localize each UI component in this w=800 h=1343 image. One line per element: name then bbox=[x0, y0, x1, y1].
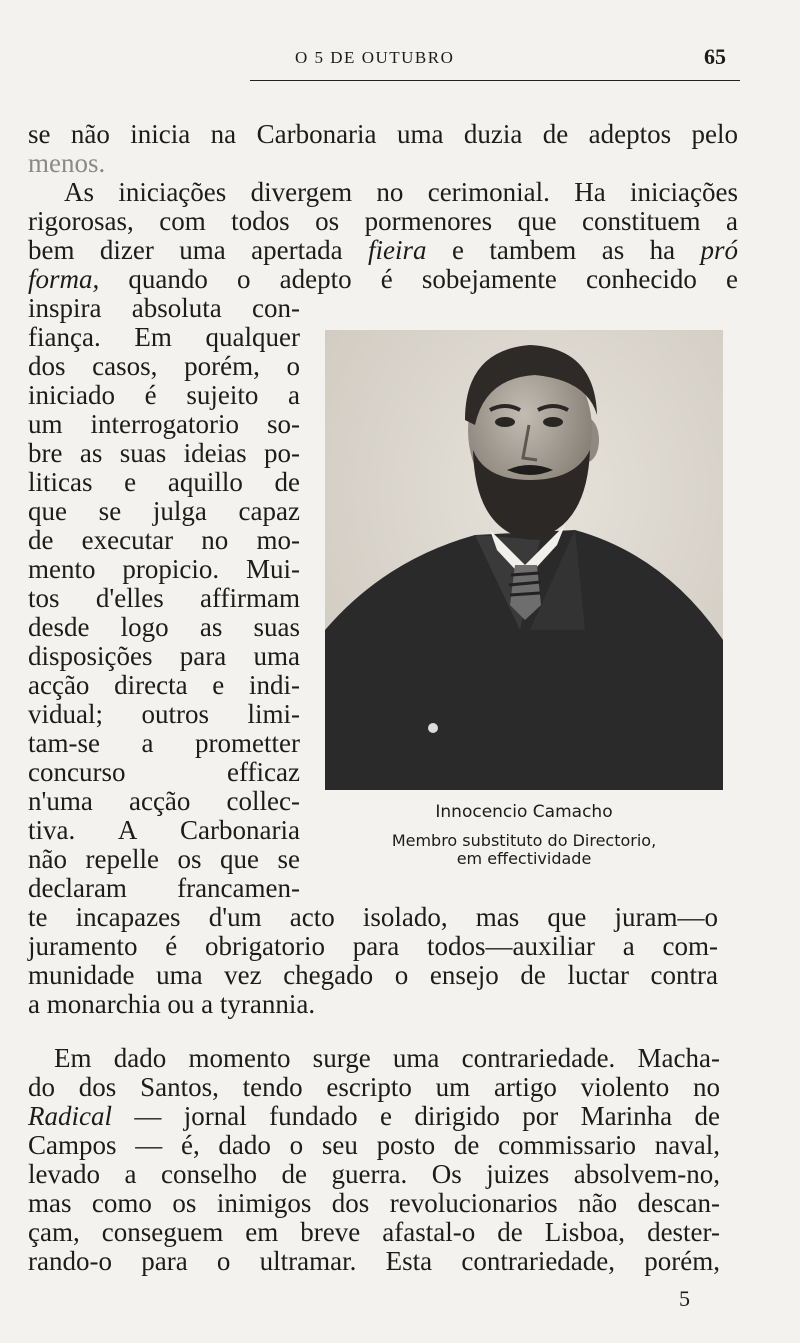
text-line: munidade uma vez chegado o ensejo de luctar contra bbox=[28, 960, 718, 990]
column-line: bre as suas ideias po- bbox=[28, 438, 300, 468]
text-line: rigorosas, com todos os pormenores que constituem a bbox=[28, 206, 738, 236]
page-number: 65 bbox=[704, 44, 726, 69]
column-line: mento propicio. Mui- bbox=[28, 554, 300, 584]
text-fragment: quando o adepto é sobejamente conhecido e bbox=[128, 264, 739, 294]
column-line: disposições para uma bbox=[28, 641, 300, 671]
italic-word: fieira bbox=[368, 235, 427, 265]
photo-caption-role-line: em effectividade bbox=[456, 849, 592, 868]
text-line: çam, conseguem em breve afastal-o de Lisboa, dester- bbox=[28, 1217, 720, 1247]
italic-word: forma, bbox=[28, 264, 100, 294]
column-line: vidual; outros limi- bbox=[28, 699, 300, 729]
column-line: um interrogatorio so- bbox=[28, 409, 300, 439]
text-line: se não inicia na Carbonaria uma duzia de adeptos pelo bbox=[28, 119, 738, 149]
text-line: levado a conselho de guerra. Os juizes absolvem-no, bbox=[28, 1159, 720, 1189]
column-line: não repelle os que se bbox=[28, 844, 300, 874]
italic-word: pró bbox=[700, 235, 739, 265]
column-line: que se julga capaz bbox=[28, 496, 300, 526]
column-line: declaram francamen- bbox=[28, 873, 300, 903]
text-line: a monarchia ou a tyrannia. bbox=[28, 989, 316, 1019]
text-line: mas como os inimigos dos revolucionarios não descan- bbox=[28, 1188, 720, 1218]
column-line: inspira absoluta con- bbox=[28, 293, 300, 323]
column-line: acção directa e indi- bbox=[28, 670, 300, 700]
text-line: Campos — é, dado o seu posto de commissario naval, bbox=[28, 1130, 720, 1160]
signature-mark: 5 bbox=[679, 1286, 690, 1311]
photo-caption-role-line: Membro substituto do Directorio, bbox=[391, 831, 657, 850]
text-line: Em dado momento surge uma contrariedade. Macha- bbox=[54, 1043, 720, 1073]
column-line: liticas e aquillo de bbox=[28, 467, 300, 497]
text-fragment: bem dizer uma apertada bbox=[28, 235, 343, 265]
column-line: tos d'elles affirmam bbox=[28, 583, 300, 613]
text-line: juramento é obrigatorio para todos—auxiliar a com- bbox=[28, 931, 718, 961]
text-line: menos. bbox=[28, 148, 106, 178]
column-line: tiva. A Carbonaria bbox=[28, 815, 300, 845]
running-title: O 5 DE OUTUBRO bbox=[295, 48, 455, 67]
column-line: de executar no mo- bbox=[28, 525, 300, 555]
column-line: dos casos, porém, o bbox=[28, 351, 300, 381]
text-line: rando-o para o ultramar. Esta contrariedade, porém, bbox=[28, 1246, 720, 1276]
text-line bbox=[28, 1102, 720, 1131]
text-line bbox=[28, 265, 738, 294]
photo-caption-role bbox=[325, 832, 723, 868]
running-header bbox=[250, 44, 740, 81]
column-line: iniciado é sujeito a bbox=[28, 380, 300, 410]
text-fragment: e tambem as ha bbox=[451, 235, 676, 265]
text-line: te incapazes d'um acto isolado, mas que juram—o bbox=[28, 902, 718, 932]
text-line: do dos Santos, tendo escripto um artigo violento no bbox=[28, 1072, 720, 1102]
column-line: concurso efficaz bbox=[28, 757, 300, 787]
column-line: fiança. Em qualquer bbox=[28, 322, 300, 352]
column-line: desde logo as suas bbox=[28, 612, 300, 642]
text-line: As iniciações divergem no cerimonial. Ha iniciações bbox=[64, 177, 738, 207]
text-line bbox=[28, 236, 738, 265]
text-fragment: — jornal fundado e dirigido por Marinha de bbox=[134, 1101, 720, 1131]
portrait-photo bbox=[325, 330, 723, 790]
column-line: tam-se a prometter bbox=[28, 728, 300, 758]
italic-word: Radical bbox=[28, 1101, 112, 1131]
photo-caption-name: Innocencio Camacho bbox=[435, 802, 613, 822]
column-line: n'uma acção collec- bbox=[28, 786, 300, 816]
